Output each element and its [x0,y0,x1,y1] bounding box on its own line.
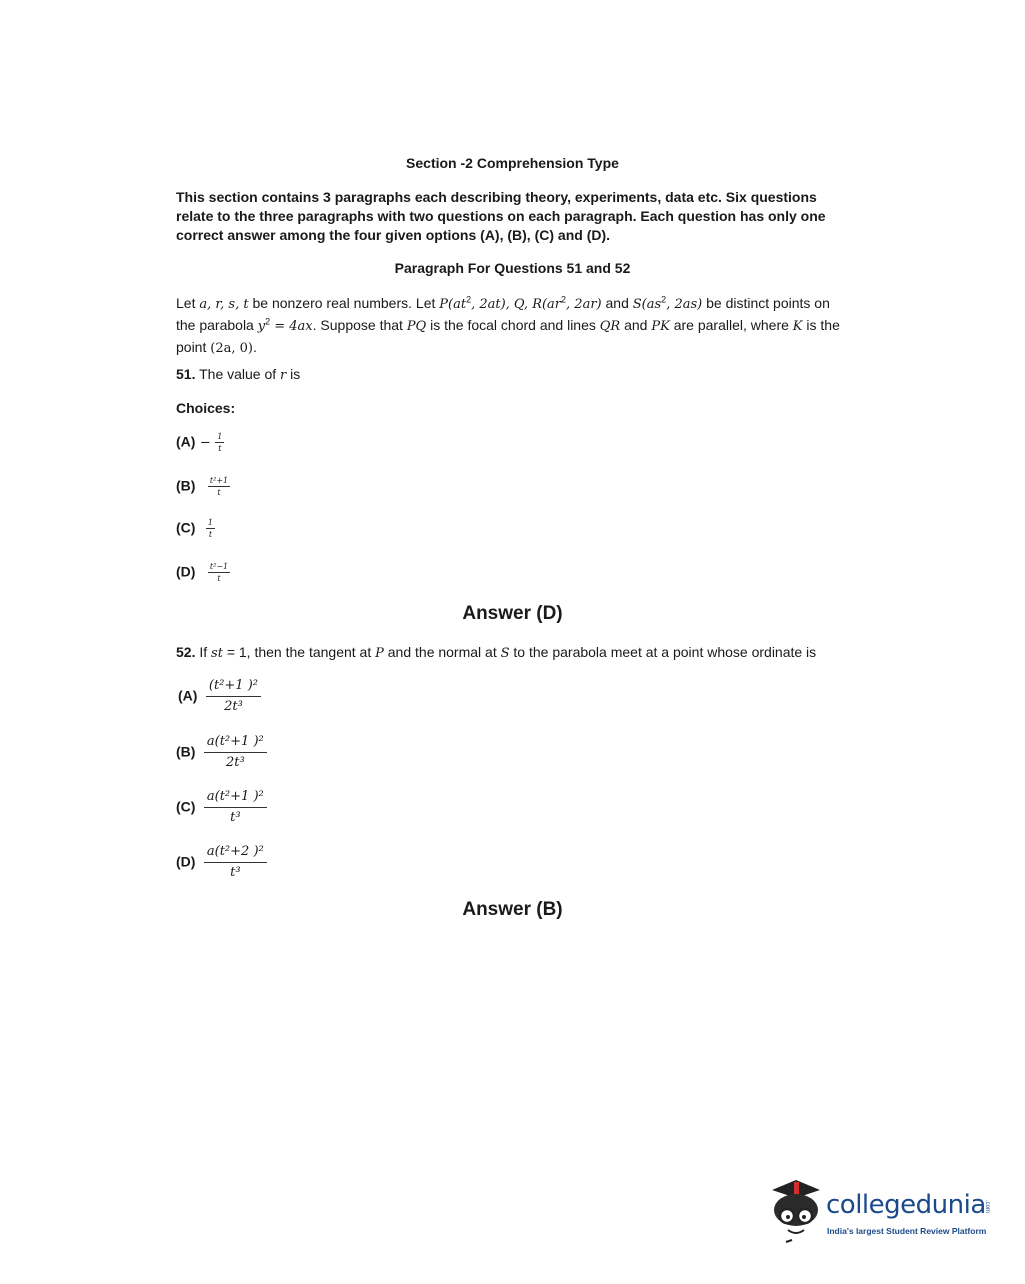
paragraph-text: Let a, r, s, t be nonzero real numbers. Let $P(at^2$, 2at), Q, $R(ar^2$, 2ar) and $S(as^2$, 2as) be distinct points on the parabola $y^2 = 4ax$. Suppose that PQ is the focal chord and lines QR and PK are parallel, where K is the point (2a, 0). [176,294,840,356]
logo-domain: .com [984,1200,990,1214]
q51-option-b: (B) $\frac{\text{t²+1}}{t}$ [176,476,229,497]
q51-option-a: (A) − $\frac{1}{t}$ [176,432,223,453]
q52-option-a: (A) $\frac{\text{(t²+1 )²}}{\text{2t³}}$ [178,678,261,715]
logo-tagline: India's largest Student Review Platform [827,1226,987,1236]
collegedunia-mascot-icon [766,1176,826,1248]
choices-label: Choices: [176,400,236,416]
logo-wordmark: collegedunia [826,1190,986,1220]
q52-option-c: (C) $\frac{\text{a(t²+1 )²}}{\text{t³}}$ [176,789,267,826]
section-title: Section -2 Comprehension Type [406,155,619,171]
answer-51: Answer (D) [462,603,563,624]
question-number: 51. [176,366,196,382]
section-instructions: This section contains 3 paragraphs each describing theory, experiments, data etc. Six questions relate to the three paragraphs with two questions on each paragraph. Each question has only one correct answer among the four given options (A), (B), (C) and (D). [176,189,826,243]
q52-option-b: (B) $\frac{\text{a(t²+1 )²}}{\text{2t³}}$ [176,734,267,771]
q51-option-d: (D) $\frac{\text{t²−1}}{t}$ [176,562,229,583]
answer-52: Answer (B) [462,899,563,920]
q52-option-d: (D) $\frac{\text{a(t²+2 )²}}{\text{t³}}$ [176,844,267,881]
question-number: 52. [176,644,196,660]
question-52: 52. If st = 1, then the tangent at P and the normal at S to the parabola meet at a point whose ordinate is [176,644,817,661]
q51-option-c: (C) $\frac{1}{t}$ [176,518,213,539]
paragraph-heading: Paragraph For Questions 51 and 52 [394,260,631,276]
question-51: 51. The value of r is [176,366,301,383]
